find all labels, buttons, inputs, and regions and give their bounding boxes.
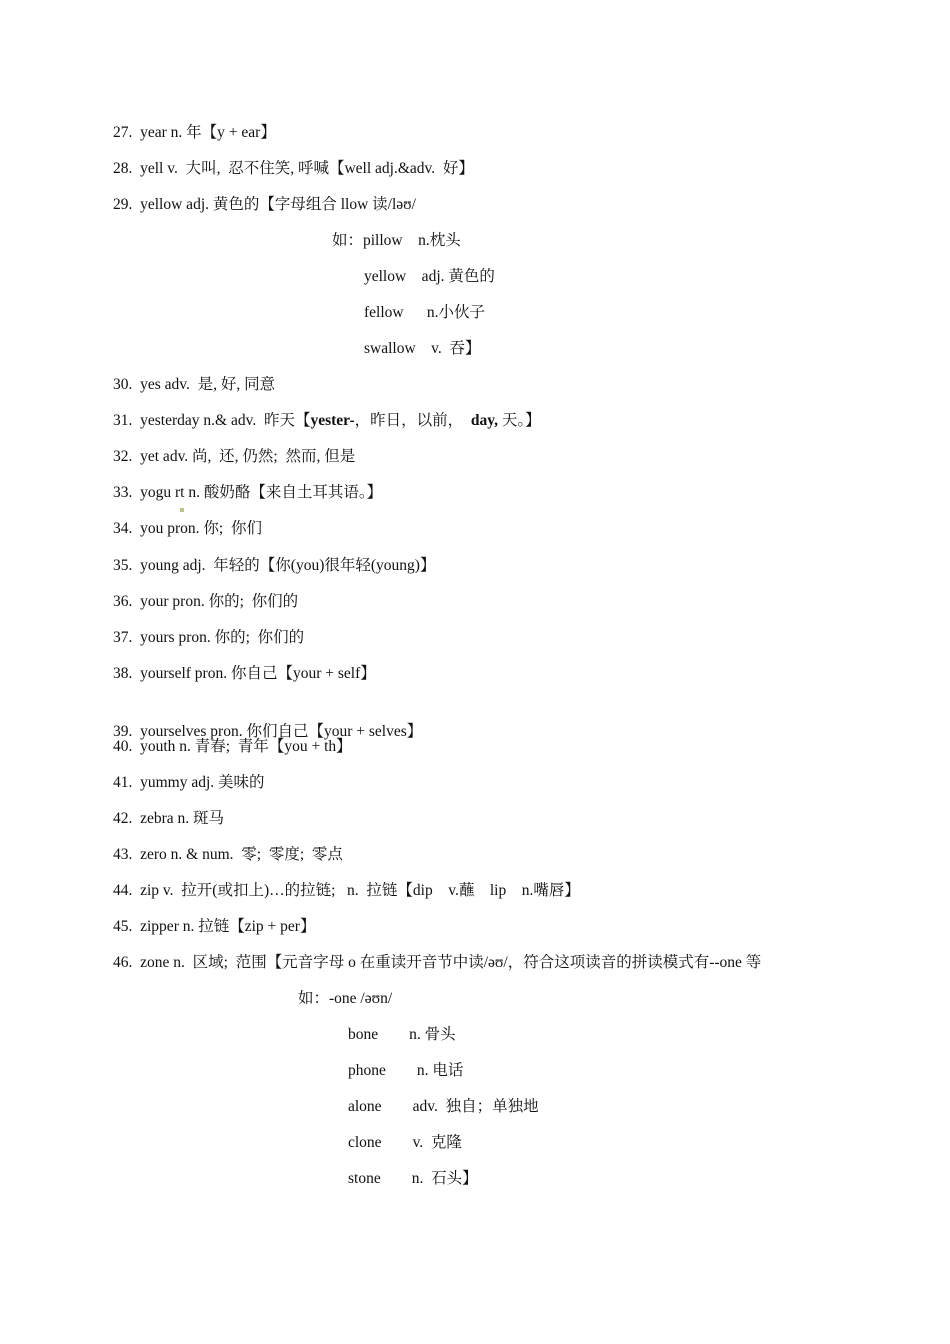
entry-29: 29. yellow adj. 黄色的【字母组合 llow 读/ləʊ/ <box>113 196 416 213</box>
entry-44: 44. zip v. 拉开(或扣上)…的拉链; n. 拉链【dip v.蘸 lip n.嘴唇】 <box>113 882 580 899</box>
entry-46-example-3: alone adv. 独自；单独地 <box>348 1098 539 1115</box>
entry-41: 41. yummy adj. 美味的 <box>113 774 265 791</box>
entry-31-root-yester: yester- <box>310 412 355 429</box>
entry-31-meaning: ，昨日，以前， <box>354 412 471 429</box>
entry-31-root-day: day, <box>470 412 499 429</box>
entry-28: 28. yell v. 大叫, 忍不住笑, 呼喊【well adj.&adv. 好】 <box>113 160 474 177</box>
entry-29-example-2: yellow adj. 黄色的 <box>364 268 495 285</box>
entry-29-example-4: swallow v. 吞】 <box>364 340 481 357</box>
entry-45: 45. zipper n. 拉链【zip + per】 <box>113 918 316 935</box>
entry-43: 43. zero n. & num. 零; 零度; 零点 <box>113 846 343 863</box>
entry-37: 37. yours pron. 你的; 你们的 <box>113 629 305 646</box>
entry-33: 33. yogu rt n. 酸奶酪【来自土耳其语。】 <box>113 484 383 501</box>
entry-46-example-1: bone n. 骨头 <box>348 1026 456 1043</box>
entry-46-example-5: stone n. 石头】 <box>348 1170 478 1187</box>
entry-36: 36. your pron. 你的; 你们的 <box>113 593 299 610</box>
entry-34: 34. you pron. 你; 你们 <box>113 520 262 537</box>
entry-35: 35. young adj. 年轻的【你(you)很年轻(young)】 <box>113 557 436 574</box>
entry-42: 42. zebra n. 斑马 <box>113 810 225 827</box>
entry-46: 46. zone n. 区域; 范围【元音字母 o 在重读开音节中读/əʊ/，符合这项读音的拼读模式有--one 等 <box>113 954 762 971</box>
entry-46-example-2: phone n. 电话 <box>348 1062 464 1079</box>
entry-46-example-4: clone v. 克隆 <box>348 1134 462 1151</box>
entry-29-example-3: fellow n.小伙子 <box>364 304 485 321</box>
entry-30: 30. yes adv. 是, 好, 同意 <box>113 376 276 393</box>
entry-31-head: 31. yesterday n.& adv. 昨天【 <box>113 412 311 429</box>
entry-40: 40. youth n. 青春; 青年【you + th】 <box>113 738 352 755</box>
entry-46-example-0: 如：-one /əʊn/ <box>298 990 393 1007</box>
stray-mark <box>180 508 184 512</box>
entry-38: 38. yourself pron. 你自己【your + self】 <box>113 665 376 682</box>
entry-27: 27. year n. 年【y + ear】 <box>113 124 276 141</box>
entry-31-tail: 天。】 <box>498 412 541 429</box>
entry-31 <box>113 411 541 431</box>
entry-29-example-1: 如：pillow n.枕头 <box>332 232 461 249</box>
entry-39: 39. yourselves pron. 你们自己【your + selves】 <box>113 723 423 740</box>
entry-32: 32. yet adv. 尚, 还, 仍然; 然而, 但是 <box>113 448 356 465</box>
